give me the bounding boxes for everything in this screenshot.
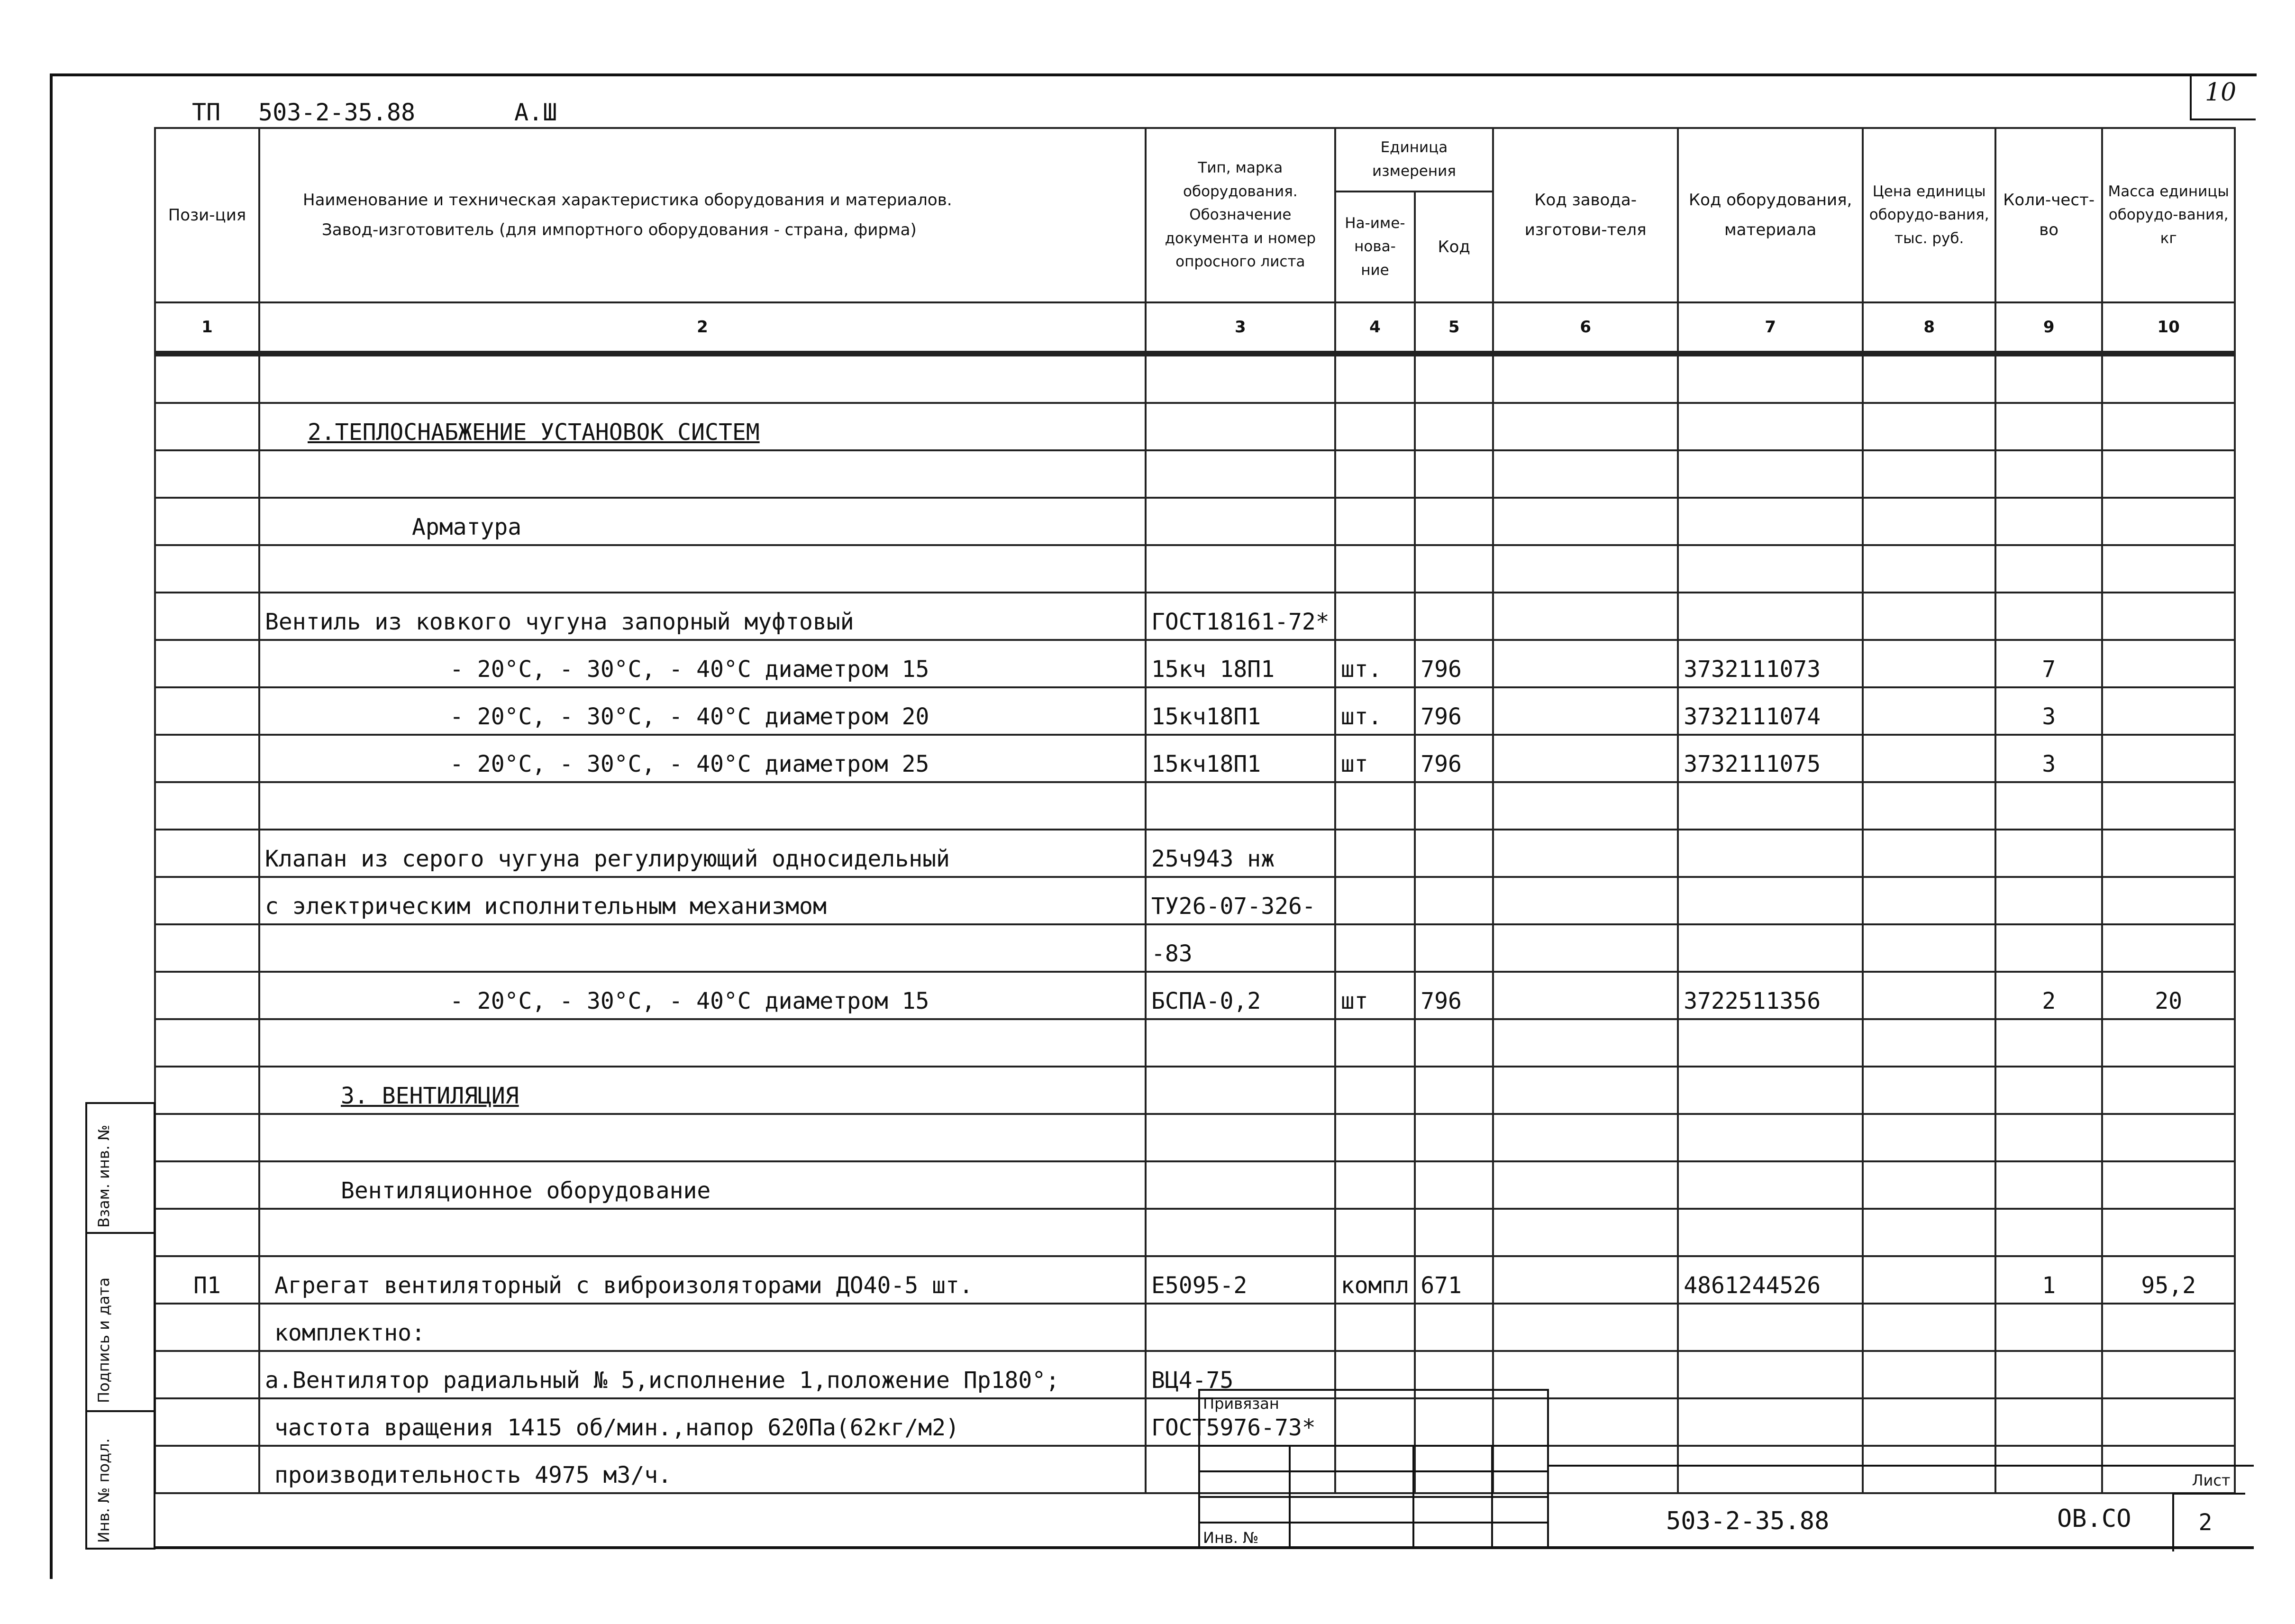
side-label-original-inv: Инв. № подл. — [95, 1438, 113, 1543]
row-position — [155, 972, 259, 1019]
row-mass — [2102, 545, 2235, 593]
row-plant-code — [1493, 877, 1678, 924]
table-row — [155, 593, 2235, 640]
column-number: 1 — [155, 302, 259, 352]
row-plant-code — [1493, 498, 1678, 545]
row-price — [1863, 687, 1995, 735]
row-name — [259, 355, 1146, 403]
row-plant-code — [1493, 1114, 1678, 1161]
table-row — [155, 782, 2235, 830]
row-equipment-code — [1678, 593, 1863, 640]
row-price — [1863, 735, 1995, 782]
row-unit — [1335, 877, 1415, 924]
row-position: П1 — [155, 1256, 259, 1304]
row-quantity — [1995, 924, 2102, 972]
row-mass — [2102, 403, 2235, 450]
column-number: 3 — [1146, 302, 1335, 352]
row-unit: компл — [1335, 1256, 1415, 1304]
row-position — [155, 593, 259, 640]
table-row — [155, 403, 2235, 450]
row-plant-code — [1493, 640, 1678, 687]
row-type — [1146, 355, 1335, 403]
row-plant-code — [1493, 1067, 1678, 1114]
col-header-name-line2: Завод-изготовитель (для импортного оборудования - страна, фирма) — [322, 220, 917, 239]
column-number: 8 — [1863, 302, 1995, 352]
row-quantity — [1995, 450, 2102, 498]
title-block-sheet-number: 2 — [2198, 1509, 2213, 1536]
row-mass — [2102, 830, 2235, 877]
row-price — [1863, 1398, 1995, 1446]
row-quantity — [1995, 355, 2102, 403]
row-type: ГОСТ18161-72* — [1146, 593, 1335, 640]
row-type: ТУ26-07-326- — [1146, 877, 1335, 924]
row-price — [1863, 877, 1995, 924]
row-type — [1146, 1019, 1335, 1067]
row-name: Вентиляционное оборудование — [259, 1161, 1146, 1209]
row-price — [1863, 1019, 1995, 1067]
header-row — [155, 128, 2235, 192]
table-row — [155, 1019, 2235, 1067]
table-row — [155, 1209, 2235, 1256]
col-header-equipment-code: Код оборудования, материала — [1678, 128, 1863, 302]
row-equipment-code: 3732111075 — [1678, 735, 1863, 782]
row-equipment-code: 3732111073 — [1678, 640, 1863, 687]
row-type — [1146, 1161, 1335, 1209]
row-price — [1863, 450, 1995, 498]
row-quantity — [1995, 403, 2102, 450]
table-row — [155, 545, 2235, 593]
table-row — [155, 355, 2235, 403]
binding-stamp — [1198, 1389, 1549, 1550]
row-quantity — [1995, 1019, 2102, 1067]
row-name: - 20°С, - 30°С, - 40°С диаметром 15 — [259, 972, 1146, 1019]
row-unit-code — [1415, 877, 1493, 924]
row-unit-code: 671 — [1415, 1256, 1493, 1304]
row-plant-code — [1493, 403, 1678, 450]
row-name: с электрическим исполнительным механизмом — [259, 877, 1146, 924]
row-name: Агрегат вентиляторный с виброизоляторами ДО40-5 шт. — [259, 1256, 1146, 1304]
row-unit — [1335, 355, 1415, 403]
row-name: Клапан из серого чугуна регулирующий односидельный — [259, 830, 1146, 877]
binding-stamp-title: Привязан — [1203, 1395, 1279, 1413]
row-mass — [2102, 1019, 2235, 1067]
row-type: ГОСТ5976-73* — [1146, 1398, 1335, 1446]
row-quantity — [1995, 593, 2102, 640]
row-mass — [2102, 450, 2235, 498]
row-position — [155, 403, 259, 450]
column-number-row — [155, 302, 2235, 352]
table-row — [155, 830, 2235, 877]
row-position — [155, 1161, 259, 1209]
row-plant-code — [1493, 355, 1678, 403]
row-mass — [2102, 735, 2235, 782]
row-mass: 20 — [2102, 972, 2235, 1019]
row-type: ВЦ4-75 — [1146, 1351, 1335, 1398]
title-block — [1548, 1465, 2254, 1552]
row-equipment-code — [1678, 450, 1863, 498]
row-unit-code — [1415, 924, 1493, 972]
row-name: - 20°С, - 30°С, - 40°С диаметром 25 — [259, 735, 1146, 782]
row-unit-code — [1415, 830, 1493, 877]
row-quantity: 3 — [1995, 735, 2102, 782]
row-unit — [1335, 593, 1415, 640]
row-quantity: 1 — [1995, 1256, 2102, 1304]
row-unit-code — [1415, 782, 1493, 830]
row-name: 2.ТЕПЛОСНАБЖЕНИЕ УСТАНОВОК СИСТЕМ — [259, 403, 1146, 450]
row-name — [259, 1114, 1146, 1161]
row-position — [155, 735, 259, 782]
row-mass — [2102, 924, 2235, 972]
row-price — [1863, 830, 1995, 877]
row-equipment-code — [1678, 1351, 1863, 1398]
row-unit — [1335, 1209, 1415, 1256]
col-header-name — [259, 128, 1146, 302]
row-type — [1146, 1304, 1335, 1351]
row-quantity — [1995, 545, 2102, 593]
row-unit — [1335, 924, 1415, 972]
row-unit-code — [1415, 1114, 1493, 1161]
row-mass — [2102, 498, 2235, 545]
row-name: комплектно: — [259, 1304, 1146, 1351]
col-header-plant-code: Код завода-изготови-теля — [1493, 128, 1678, 302]
row-unit-code — [1415, 1304, 1493, 1351]
row-position — [155, 1209, 259, 1256]
table-row — [155, 498, 2235, 545]
column-number: 5 — [1415, 302, 1493, 352]
row-position — [155, 877, 259, 924]
row-price — [1863, 498, 1995, 545]
row-equipment-code — [1678, 1019, 1863, 1067]
row-unit-code: 796 — [1415, 640, 1493, 687]
table-row — [155, 1304, 2235, 1351]
table-row — [155, 1067, 2235, 1114]
row-unit-code — [1415, 403, 1493, 450]
row-plant-code — [1493, 593, 1678, 640]
row-mass — [2102, 1304, 2235, 1351]
col-header-unit-name: На-име-нова-ние — [1335, 192, 1415, 302]
row-quantity — [1995, 1398, 2102, 1446]
col-header-unit-group: Единица измерения — [1335, 128, 1494, 192]
row-position — [155, 1067, 259, 1114]
row-position — [155, 830, 259, 877]
column-number: 4 — [1335, 302, 1415, 352]
row-type: -83 — [1146, 924, 1335, 972]
table-row — [155, 1161, 2235, 1209]
row-position — [155, 498, 259, 545]
row-price — [1863, 1304, 1995, 1351]
row-mass — [2102, 1398, 2235, 1446]
row-name — [259, 450, 1146, 498]
row-equipment-code — [1678, 545, 1863, 593]
row-price — [1863, 1256, 1995, 1304]
row-quantity — [1995, 1304, 2102, 1351]
row-price — [1863, 924, 1995, 972]
column-number: 7 — [1678, 302, 1863, 352]
row-quantity — [1995, 782, 2102, 830]
row-plant-code — [1493, 1256, 1678, 1304]
row-price — [1863, 545, 1995, 593]
row-unit — [1335, 403, 1415, 450]
row-equipment-code — [1678, 403, 1863, 450]
column-number: 6 — [1493, 302, 1678, 352]
table-row — [155, 1351, 2235, 1398]
row-unit — [1335, 1019, 1415, 1067]
table-row — [155, 1398, 2235, 1446]
row-price — [1863, 640, 1995, 687]
table-row — [155, 972, 2235, 1019]
row-mass — [2102, 1161, 2235, 1209]
row-mass — [2102, 1209, 2235, 1256]
row-type: 25ч943 нж — [1146, 830, 1335, 877]
row-type: 15кч18П1 — [1146, 735, 1335, 782]
col-header-name-line1: Наименование и техническая характеристика оборудования и материалов. — [303, 191, 952, 210]
row-unit — [1335, 1067, 1415, 1114]
row-position — [155, 545, 259, 593]
row-quantity — [1995, 1209, 2102, 1256]
row-unit — [1335, 1161, 1415, 1209]
row-unit — [1335, 830, 1415, 877]
row-unit: шт. — [1335, 640, 1415, 687]
row-equipment-code — [1678, 1304, 1863, 1351]
row-plant-code — [1493, 972, 1678, 1019]
row-unit-code: 796 — [1415, 735, 1493, 782]
row-mass — [2102, 687, 2235, 735]
row-mass — [2102, 1351, 2235, 1398]
row-equipment-code: 4861244526 — [1678, 1256, 1863, 1304]
column-number: 2 — [259, 302, 1146, 352]
row-price — [1863, 1114, 1995, 1161]
col-header-price: Цена единицы оборудо-вания, тыс. руб. — [1863, 128, 1995, 302]
row-unit — [1335, 545, 1415, 593]
row-equipment-code — [1678, 782, 1863, 830]
row-position — [155, 687, 259, 735]
row-mass — [2102, 1114, 2235, 1161]
row-name — [259, 782, 1146, 830]
row-position — [155, 924, 259, 972]
col-header-position: Пози-ция — [155, 128, 259, 302]
row-unit-code — [1415, 545, 1493, 593]
row-quantity — [1995, 1114, 2102, 1161]
row-plant-code — [1493, 830, 1678, 877]
row-type: 15кч 18П1 — [1146, 640, 1335, 687]
bottom-border — [154, 1546, 2254, 1549]
row-equipment-code: 3722511356 — [1678, 972, 1863, 1019]
row-name: - 20°С, - 30°С, - 40°С диаметром 15 — [259, 640, 1146, 687]
row-mass — [2102, 782, 2235, 830]
row-plant-code — [1493, 1161, 1678, 1209]
row-plant-code — [1493, 1209, 1678, 1256]
row-unit-code — [1415, 450, 1493, 498]
row-equipment-code — [1678, 1209, 1863, 1256]
table-row — [155, 877, 2235, 924]
row-quantity — [1995, 498, 2102, 545]
row-position — [155, 640, 259, 687]
row-unit: шт. — [1335, 687, 1415, 735]
row-unit — [1335, 450, 1415, 498]
row-plant-code — [1493, 1304, 1678, 1351]
col-header-type: Тип, марка оборудования. Обозначение документа и номер опросного листа — [1146, 128, 1335, 302]
row-name — [259, 1019, 1146, 1067]
row-quantity — [1995, 877, 2102, 924]
row-quantity — [1995, 1067, 2102, 1114]
row-name — [259, 545, 1146, 593]
row-price — [1863, 972, 1995, 1019]
row-type — [1146, 1067, 1335, 1114]
row-type: БСПА-0,2 — [1146, 972, 1335, 1019]
row-unit-code — [1415, 1209, 1493, 1256]
title-block-sheet-label: Лист — [2192, 1471, 2231, 1489]
row-position — [155, 355, 259, 403]
row-unit — [1335, 1304, 1415, 1351]
row-quantity — [1995, 830, 2102, 877]
row-equipment-code — [1678, 877, 1863, 924]
column-number: 9 — [1995, 302, 2102, 352]
row-unit-code — [1415, 498, 1493, 545]
row-unit — [1335, 782, 1415, 830]
side-label-replaced-inv: Взам. инв. № — [95, 1124, 113, 1228]
row-equipment-code — [1678, 1398, 1863, 1446]
row-equipment-code — [1678, 1067, 1863, 1114]
row-type — [1146, 545, 1335, 593]
row-mass — [2102, 640, 2235, 687]
row-price — [1863, 1161, 1995, 1209]
row-unit: шт — [1335, 735, 1415, 782]
row-type — [1146, 1209, 1335, 1256]
row-equipment-code — [1678, 355, 1863, 403]
row-position — [155, 1019, 259, 1067]
row-plant-code — [1493, 782, 1678, 830]
row-position — [155, 1304, 259, 1351]
header-doc-code: 503-2-35.88 — [258, 99, 416, 126]
row-name: производительность 4975 м3/ч. — [259, 1446, 1146, 1493]
table-row — [155, 687, 2235, 735]
binding-stamp-grid — [1198, 1389, 1549, 1549]
row-plant-code — [1493, 687, 1678, 735]
row-quantity: 7 — [1995, 640, 2102, 687]
col-header-quantity: Коли-чест-во — [1995, 128, 2102, 302]
row-mass: 95,2 — [2102, 1256, 2235, 1304]
col-header-unit-code: Код — [1415, 192, 1493, 302]
row-price — [1863, 1351, 1995, 1398]
row-plant-code — [1493, 735, 1678, 782]
row-price — [1863, 1067, 1995, 1114]
row-unit-code: 796 — [1415, 972, 1493, 1019]
header-album: А.Ш — [514, 99, 557, 126]
title-block-mark: ОВ.СО — [2057, 1505, 2131, 1533]
row-equipment-code — [1678, 1161, 1863, 1209]
row-type — [1146, 498, 1335, 545]
row-unit-code — [1415, 1067, 1493, 1114]
row-unit: шт — [1335, 972, 1415, 1019]
row-equipment-code: 3732111074 — [1678, 687, 1863, 735]
table-row — [155, 1256, 2235, 1304]
row-type: 15кч18П1 — [1146, 687, 1335, 735]
table-row — [155, 924, 2235, 972]
row-name — [259, 1209, 1146, 1256]
row-price — [1863, 355, 1995, 403]
row-type — [1146, 1114, 1335, 1161]
row-unit — [1335, 498, 1415, 545]
row-type: Е5095-2 — [1146, 1256, 1335, 1304]
row-equipment-code — [1678, 924, 1863, 972]
row-position — [155, 1398, 259, 1446]
title-block-doc-code: 503-2-35.88 — [1666, 1507, 1830, 1535]
row-name — [259, 924, 1146, 972]
row-mass — [2102, 593, 2235, 640]
table-row — [155, 735, 2235, 782]
row-plant-code — [1493, 924, 1678, 972]
row-type — [1146, 782, 1335, 830]
row-quantity — [1995, 1161, 2102, 1209]
row-quantity: 2 — [1995, 972, 2102, 1019]
row-position — [155, 1114, 259, 1161]
row-equipment-code — [1678, 1114, 1863, 1161]
row-quantity — [1995, 1351, 2102, 1398]
row-unit-code — [1415, 1019, 1493, 1067]
row-position — [155, 782, 259, 830]
column-number: 10 — [2102, 302, 2235, 352]
row-position — [155, 1351, 259, 1398]
table-row — [155, 1114, 2235, 1161]
row-name: Арматура — [259, 498, 1146, 545]
specification-body — [155, 352, 2235, 1493]
row-mass — [2102, 355, 2235, 403]
header-series: ТП — [192, 99, 221, 126]
row-position — [155, 1446, 259, 1493]
side-stamp — [85, 1102, 152, 1548]
row-plant-code — [1493, 545, 1678, 593]
specification-table — [154, 127, 2236, 1494]
row-unit-code — [1415, 1161, 1493, 1209]
row-equipment-code — [1678, 830, 1863, 877]
row-type — [1146, 450, 1335, 498]
row-name: Вентиль из ковкого чугуна запорный муфтовый — [259, 593, 1146, 640]
row-plant-code — [1493, 1019, 1678, 1067]
row-unit-code — [1415, 593, 1493, 640]
table-row — [155, 450, 2235, 498]
row-equipment-code — [1678, 498, 1863, 545]
row-name: 3. ВЕНТИЛЯЦИЯ — [259, 1067, 1146, 1114]
sheet-corner-number: 10 — [2205, 78, 2237, 107]
row-unit-code — [1415, 355, 1493, 403]
row-price — [1863, 403, 1995, 450]
row-plant-code — [1493, 450, 1678, 498]
col-header-mass: Масса единицы оборудо-вания, кг — [2102, 128, 2235, 302]
row-quantity: 3 — [1995, 687, 2102, 735]
row-unit — [1335, 1114, 1415, 1161]
row-position — [155, 450, 259, 498]
row-price — [1863, 593, 1995, 640]
side-label-signature-date: Подпись и дата — [95, 1277, 113, 1403]
row-price — [1863, 1209, 1995, 1256]
row-name: частота вращения 1415 об/мин.,напор 620Па(62кг/м2) — [259, 1398, 1146, 1446]
row-name: - 20°С, - 30°С, - 40°С диаметром 20 — [259, 687, 1146, 735]
binding-stamp-inv: Инв. № — [1203, 1529, 1259, 1547]
table-row — [155, 640, 2235, 687]
row-mass — [2102, 877, 2235, 924]
row-price — [1863, 782, 1995, 830]
row-unit-code: 796 — [1415, 687, 1493, 735]
row-type — [1146, 403, 1335, 450]
row-name: а.Вентилятор радиальный № 5,исполнение 1,положение Пр180°; — [259, 1351, 1146, 1398]
row-mass — [2102, 1067, 2235, 1114]
